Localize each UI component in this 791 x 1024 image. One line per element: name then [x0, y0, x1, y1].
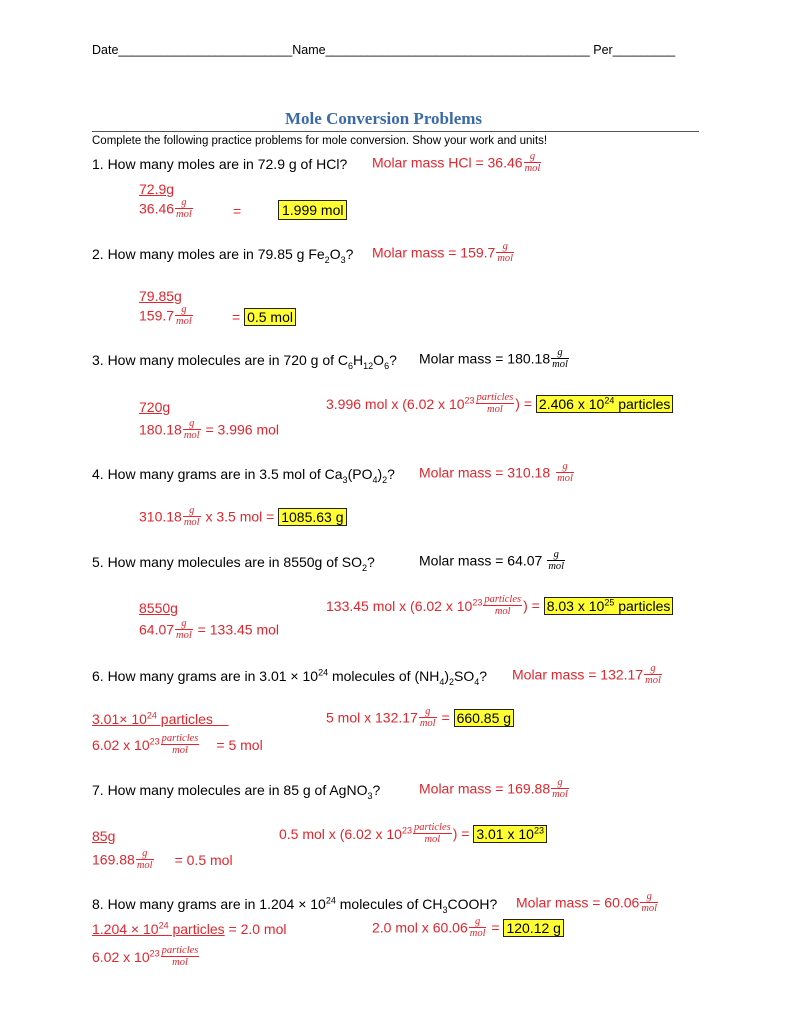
g-per-mol-fraction: $\frac{g}{\text{mol}}$	[497, 241, 514, 265]
header-row	[92, 44, 675, 57]
problem-6-molar-mass: Molar mass = 132.17 $\frac{g}{\text{mol}}$	[512, 663, 661, 687]
particles-per-mol-fraction: $\frac{\text{particles}}{\text{mol}}$	[476, 392, 514, 416]
problem-2-answer: 0.5 mol	[244, 308, 296, 326]
problem-7-denominator: 169.88 $\frac{g}{\text{mol}}$ = 0.5 mol	[92, 848, 233, 872]
problem-7-molar-mass: Molar mass = 169.88 $\frac{g}{\text{mol}}$	[419, 777, 568, 801]
g-per-mol-fraction: $\frac{g}{\text{mol}}$	[552, 347, 568, 371]
date-label: Date	[92, 43, 119, 57]
problem-2-denominator: 159.7 $\frac{g}{\text{mol}}$	[139, 304, 192, 328]
problem-5-question: 5. How many molecules are in 8550g of $SO_2$?	[92, 554, 375, 573]
problem-3-molar-mass: Molar mass = 180.18 $\frac{g}{\text{mol}}$	[419, 347, 568, 371]
problem-1-question: 1. How many moles are in 72.9 g of HCl?	[92, 156, 348, 172]
particles-per-mol-fraction: $\frac{\text{particles}}{\text{mol}}$	[161, 733, 199, 757]
problem-5-molar-mass: Molar mass = 64.07 $\frac{g}{\text{mol}}$	[419, 549, 565, 573]
problem-3-denominator: 180.18 $\frac{g}{\text{mol}}$ = 3.996 mol	[139, 418, 280, 442]
problem-7-calculation: 0.5 mol x (6.02 x $10^{23}$ $\frac{\text{particles}}{\text{mol}}$ ) = 3.01 x $10^{23}$	[279, 822, 547, 845]
problem-6-numerator: $3.01\times 10^{24}$ particles	[92, 710, 229, 727]
problem-2-numerator: 79.85g	[139, 288, 182, 304]
particles-per-mol-fraction: $\frac{\text{particles}}{\text{mol}}$	[484, 594, 522, 618]
problem-6-question: 6. How many grams are in $3.01 \times 10^{24}$ molecules of $(NH_4)_2SO_4$?	[92, 667, 488, 687]
problem-8-calculation: 2.0 mol x 60.06 $\frac{g}{\text{mol}}$ = 120.12 g	[372, 916, 564, 939]
g-per-mol-fraction: $\frac{g}{\text{mol}}$	[419, 706, 436, 730]
date-line[interactable]: _________________________	[118, 43, 293, 57]
g-per-mol-fraction: $\frac{g}{\text{mol}}$	[552, 777, 568, 801]
problem-5-numerator: 8550g	[139, 600, 178, 616]
problem-6-answer: 660.85 g	[454, 709, 515, 727]
g-per-mol-fraction: $\frac{g}{\text{mol}}$	[176, 304, 192, 328]
per-label: Per	[593, 43, 613, 57]
problem-3-calculation: 3.996 mol x (6.02 x $10^{23}$ $\frac{\text{particles}}{\text{mol}}$ ) = 2.406 x $10^{24}$ particles	[326, 392, 673, 415]
problem-1-equals: =	[233, 203, 242, 219]
problem-3-numerator: 720g	[139, 399, 171, 415]
problem-8-question: 8. How many grams are in $1.204 \times 10^{24}$ molecules of $CH_3COOH$?	[92, 895, 498, 915]
problem-8-denominator: 6.02 x $10^{23}$ $\frac{\text{particles}}{\text{mol}}$	[92, 945, 199, 969]
name-label: Name	[292, 43, 326, 57]
problem-4-answer: 1085.63 g	[278, 508, 346, 526]
problem-8-answer: 120.12 g	[503, 919, 564, 937]
title-divider	[92, 131, 699, 132]
problem-7-numerator: 85g	[92, 828, 116, 844]
problem-3-question: 3. How many molecules are in 720 g of $C_6H_{12}O_6$?	[92, 352, 397, 371]
page-title: Mole Conversion Problems	[285, 109, 483, 128]
problem-1-denominator: 36.46 $\frac{g}{\text{mol}}$	[139, 197, 192, 221]
problem-5-calculation: 133.45 mol x (6.02 x $10^{23}$ $\frac{\text{particles}}{\text{mol}}$ ) = 8.03 x $10^{25}$ particles	[326, 594, 673, 617]
g-per-mol-fraction: $\frac{g}{\text{mol}}$	[176, 618, 192, 642]
g-per-mol-fraction: $\frac{g}{\text{mol}}$	[136, 848, 153, 872]
problem-5-answer: 8.03 x $10^{25}$ particles	[544, 597, 674, 615]
particles-per-mol-fraction: $\frac{\text{particles}}{\text{mol}}$	[161, 945, 199, 969]
problem-2-molar-mass: Molar mass = 159.7 $\frac{g}{\text{mol}}$	[372, 241, 514, 265]
g-per-mol-fraction: $\frac{g}{\text{mol}}$	[469, 916, 486, 940]
g-per-mol-fraction: $\frac{g}{\text{mol}}$	[176, 197, 192, 221]
g-per-mol-fraction: $\frac{g}{\text{mol}}$	[524, 151, 541, 175]
problem-2-equals: = 0.5 mol	[232, 310, 296, 324]
problem-4-calculation: 310.18 $\frac{g}{\text{mol}}$ x 3.5 mol = 1085.63 g	[139, 505, 347, 528]
problem-1-molar-mass: Molar mass HCl = 36.46 $\frac{g}{\text{mol}}$	[372, 151, 541, 175]
problem-4-question: 4. How many grams are in 3.5 mol of $Ca_3(PO_4)_2$?	[92, 466, 395, 485]
g-per-mol-fraction: $\frac{g}{\text{mol}}$	[183, 505, 200, 529]
problem-6-calculation: 5 mol x 132.17 $\frac{g}{\text{mol}}$ = 660.85 g	[326, 706, 514, 729]
name-line[interactable]: ______________________________________	[325, 43, 590, 57]
problem-4-molar-mass: Molar mass = 310.18 $\frac{g}{\text{mol}}$	[419, 461, 573, 485]
problem-7-answer: 3.01 x $10^{23}$	[473, 825, 547, 843]
g-per-mol-fraction: $\frac{g}{\text{mol}}$	[557, 461, 573, 485]
problem-6-denominator: 6.02 x $10^{23}$ $\frac{\text{particles}}{\text{mol}}$ = 5 mol	[92, 733, 263, 757]
g-per-mol-fraction: $\frac{g}{\text{mol}}$	[183, 418, 200, 442]
problem-1-answer: 1.999 mol	[278, 200, 347, 220]
problem-2-question: 2. How many moles are in 79.85 g $Fe_2O_3$?	[92, 246, 354, 265]
problem-8-molar-mass: Molar mass = 60.06 $\frac{g}{\text{mol}}$	[516, 891, 658, 915]
problem-3-answer: 2.406 x $10^{24}$ particles	[536, 395, 673, 413]
per-line[interactable]: _________	[612, 43, 676, 57]
g-per-mol-fraction: $\frac{g}{\text{mol}}$	[548, 549, 565, 573]
particles-per-mol-fraction: $\frac{\text{particles}}{\text{mol}}$	[413, 822, 451, 846]
g-per-mol-fraction: $\frac{g}{\text{mol}}$	[645, 663, 661, 687]
instructions: Complete the following practice problems for mole conversion. Show your work and units!	[92, 135, 548, 147]
problem-5-denominator: 64.07 $\frac{g}{\text{mol}}$ = 133.45 mol	[139, 618, 280, 642]
problem-7-question: 7. How many molecules are in 85 g of AgNO$_3$?	[92, 782, 381, 801]
problem-8-numerator: $1.204 \times 10^{24}$ particles = 2.0 mol	[92, 920, 287, 937]
g-per-mol-fraction: $\frac{g}{\text{mol}}$	[641, 891, 658, 915]
problem-1-numerator: 72.9g	[139, 181, 175, 197]
